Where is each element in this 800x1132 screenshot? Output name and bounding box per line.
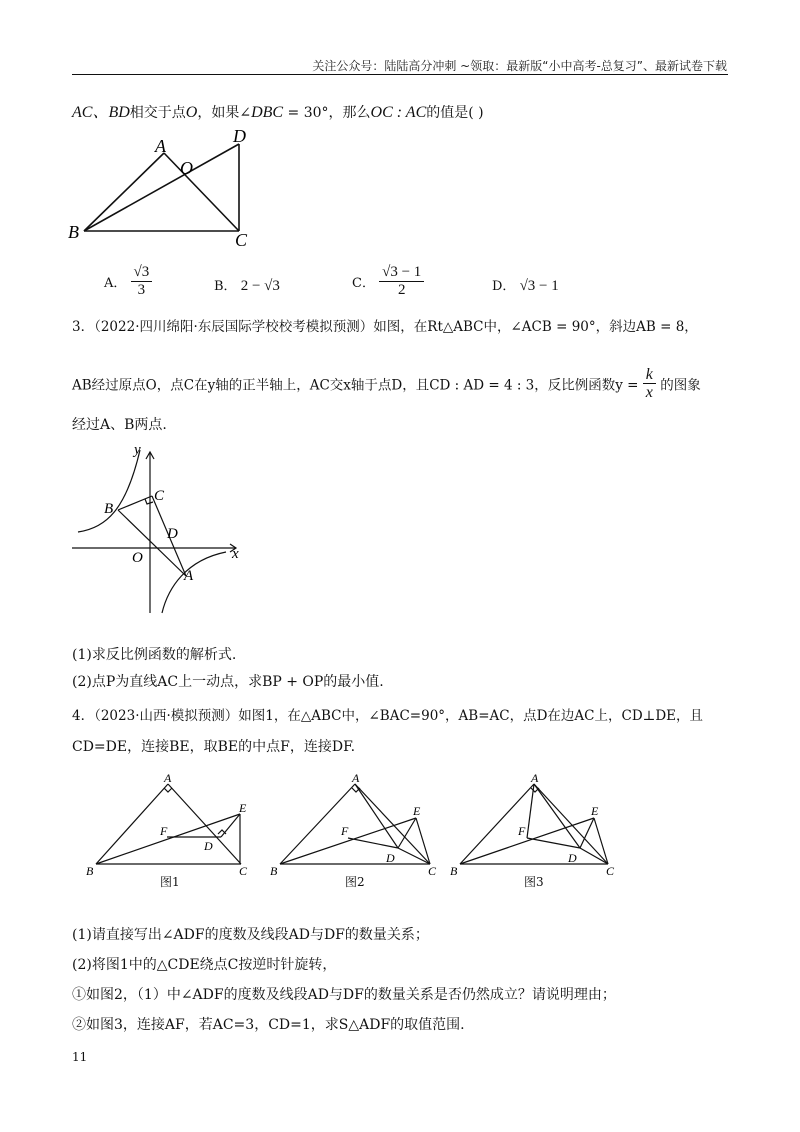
fig1-label-C: C <box>239 864 248 878</box>
label-D: D <box>167 526 178 542</box>
q2-figure <box>66 124 266 249</box>
fig3-label-A: A <box>531 772 539 785</box>
page-header: 关注公众号：陆陆高分冲刺 ~领取：最新版“小中高考-总复习”、最新试卷下载 <box>312 59 727 73</box>
fig3-label-E: E <box>591 804 599 818</box>
fig2-label-A: A <box>352 772 360 785</box>
q4-sub2: (2)将图1中的△CDE绕点C按逆时针旋转， <box>72 957 337 973</box>
label-A: A <box>155 136 166 156</box>
q2-stem: AC、BD相交于点O，如果∠DBC = 30°，那么OC : AC的值是( ) <box>72 104 484 121</box>
segment-dc <box>398 848 430 864</box>
segment-ad <box>355 784 398 848</box>
fig2-label-E: E <box>413 804 421 818</box>
fig3-label-C: C <box>606 864 615 878</box>
fig2-label-F: F <box>341 824 349 838</box>
fig2-label-B: B <box>270 864 278 878</box>
label-C: C <box>235 230 248 249</box>
fig3-label-B: B <box>450 864 458 878</box>
fig1-label-E: E <box>239 801 247 815</box>
label-x: x <box>232 546 239 562</box>
fig1-label-A: A <box>164 772 172 785</box>
segment-af <box>527 784 534 838</box>
fig1-caption: 图1 <box>160 875 180 889</box>
q4-line1: 4．（2023·山西·模拟预测）如图1，在△ABC中，∠BAC=90°，AB=AC，点D在边AC上，CD⊥DE，且 <box>72 708 704 724</box>
label-B: B <box>68 222 79 242</box>
fig1-label-B: B <box>86 864 94 878</box>
q3-figure <box>66 438 256 618</box>
q2-option-b: B． 2 − √3 <box>214 278 280 294</box>
label-y: y <box>134 442 141 458</box>
right-angle-a <box>164 788 172 792</box>
q4-sub1: (1)请直接写出∠ADF的度数及线段AD与DF的数量关系； <box>72 927 429 943</box>
fig3-label-F: F <box>518 824 526 838</box>
right-angle-mark <box>145 499 153 504</box>
q2-option-d: D． √3 − 1 <box>492 278 559 294</box>
header-rule <box>72 74 728 75</box>
q3-line2: AB经过原点O，点C在y轴的正半轴上，AC交x轴于点D，且CD : AD = 4 : 3，反比例函数y = $\frac{k}{x}$ 的图象 <box>72 366 701 401</box>
hyperbola-branch-lower <box>162 552 226 613</box>
right-angle-a <box>531 788 539 792</box>
fig3-label-D: D <box>568 851 577 865</box>
fig2-label-C: C <box>428 864 437 878</box>
q2-option-c: C． $\frac{√3 - 1}{2}$ <box>352 264 424 299</box>
q4-figure-1 <box>84 772 264 884</box>
q4-figure-3 <box>448 772 628 884</box>
label-C: C <box>154 488 165 504</box>
fig1-label-F: F <box>160 824 168 838</box>
q4-line2: CD=DE，连接BE，取BE的中点F，连接DF. <box>72 739 356 755</box>
q2-option-a: A． $\frac{√3}{3}$ <box>104 264 152 299</box>
segment-bd <box>84 144 239 231</box>
fig3-caption: 图3 <box>524 875 544 889</box>
q3-sub2: (2)点P为直线AC上一动点，求BP + OP的最小值. <box>72 674 384 690</box>
q4-sub2a: ①如图2，（1）中∠ADF的度数及线段AD与DF的数量关系是否仍然成立？请说明理由； <box>72 987 616 1003</box>
q4-sub2b: ②如图3，连接AF，若AC=3，CD=1，求S△ADF的取值范围. <box>72 1017 465 1033</box>
fig1-label-D: D <box>204 839 213 853</box>
label-O: O <box>180 158 193 178</box>
hyperbola-branch-upper <box>78 450 140 532</box>
q3-line3: 经过A、B两点. <box>72 417 167 433</box>
segment-fd <box>527 838 580 848</box>
right-angle-d <box>218 830 226 834</box>
label-D: D <box>233 126 246 146</box>
q3-line1: 3．（2022·四川绵阳·东辰国际学校校考模拟预测）如图，在Rt△ABC中，∠ACB = 90°，斜边AB = 8， <box>72 319 698 335</box>
fig2-caption: 图2 <box>345 875 365 889</box>
label-B: B <box>104 501 114 517</box>
label-O: O <box>132 550 143 566</box>
segment-fd <box>348 838 398 848</box>
q4-figure-2 <box>268 772 448 884</box>
right-angle-a <box>352 788 360 792</box>
segment-ab <box>118 510 186 576</box>
segment-ad <box>534 784 580 848</box>
page-number: 11 <box>72 1050 88 1064</box>
q3-sub1: (1)求反比例函数的解析式. <box>72 647 237 663</box>
label-A: A <box>184 568 194 584</box>
fig2-label-D: D <box>386 851 395 865</box>
